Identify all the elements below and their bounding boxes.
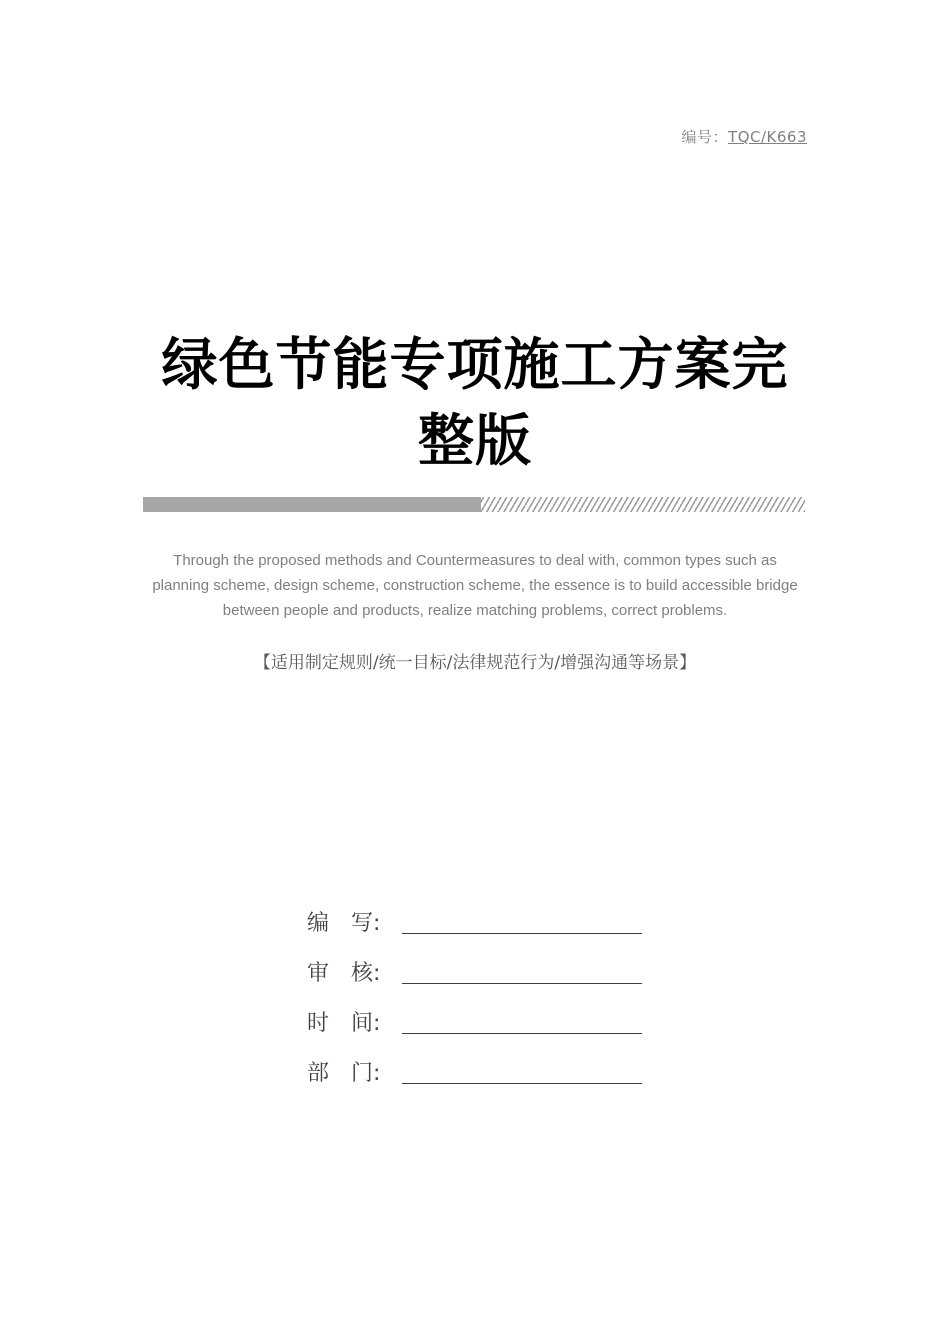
- document-number: [682, 126, 807, 147]
- title-divider: [143, 497, 805, 512]
- field-blank-line[interactable]: [402, 1033, 642, 1034]
- english-subtitle: Through the proposed methods and Countermeasures to deal with, common types such as planning scheme, design scheme, construction scheme, the essence is to build accessible bridge between people and products, realize matching problems, correct problems.: [152, 552, 798, 619]
- field-blank-line[interactable]: [402, 1083, 642, 1084]
- field-label: 部 门:: [307, 1061, 381, 1086]
- document-title: [0, 328, 950, 480]
- divider-solid-bar: [143, 497, 481, 512]
- document-title-line-2: 整版: [418, 409, 532, 474]
- field-blank-line[interactable]: [402, 933, 642, 934]
- scope-statement: 【适用制定规则/统一目标/法律规范行为/增强沟通等场景】: [253, 653, 697, 673]
- document-title-line-1: 绿色节能专项施工方案完: [161, 333, 789, 398]
- divider-hatched-bar: [481, 497, 805, 512]
- field-label: 时 间:: [307, 1011, 381, 1036]
- field-blank-line[interactable]: [402, 983, 642, 984]
- field-label: 审 核:: [307, 961, 381, 986]
- field-label: 编 写:: [307, 911, 381, 936]
- document-number-code: TQC/K663: [728, 128, 807, 146]
- document-number-label: 编号：: [681, 128, 729, 146]
